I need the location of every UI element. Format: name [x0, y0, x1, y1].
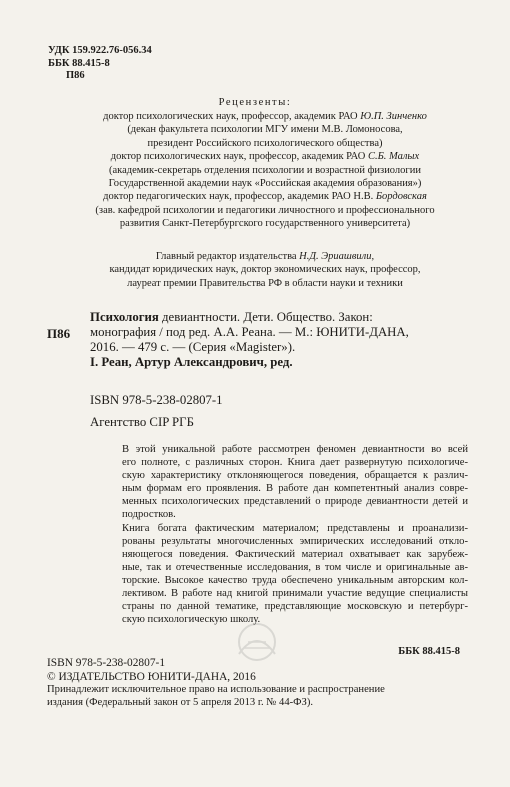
editor-award: лауреат премии Правительства РФ в области науки и техники: [127, 277, 403, 289]
reviewer-line: доктор педагогических наук, профессор, академик РАО Н.В. Бордовская: [103, 191, 427, 203]
editor-degree: кандидат юридических наук, доктор экономических наук, профессор,: [109, 264, 421, 276]
annotation: [108, 444, 468, 629]
catalog-line: 2016. — 479 с. — (Серия «Magister»).: [90, 340, 296, 354]
reviewer-line: (декан факультета психологии МГУ имени М.В. Ломоносова,: [127, 124, 403, 136]
footer-isbn: ISBN 978-5-238-02807-1: [47, 657, 166, 669]
bbk-code-bottom: ББК 88.415-8: [398, 646, 460, 657]
editor-line: Главный редактор издательства Н.Д. Эриашвили,: [155, 251, 375, 262]
catalog-code: П86: [47, 326, 71, 341]
reviewer-line: доктор психологических наук, профессор, академик РАО Ю.П. Зинченко: [103, 111, 427, 122]
reviewer-line: (зав. кафедрой психологии и педагогики личностного и профессионального: [95, 204, 435, 216]
author-mark: П86: [66, 70, 85, 81]
udk-code: УДК 159.922.76-056.34: [48, 45, 152, 56]
classification-codes: [48, 45, 152, 83]
annotation-paragraph-2: Книга богата фактическим материалом; представлены и проанализи- рованы результаты многочисленных эмпирических исследований откло- няющегося поведения. Фактический материал охватывает как зарубеж- ные, так и отечественные исследования, в том числе и оригинальные ав- торские. Высокое качество труда обеспечено уникальным авторским кол- лективом. В работе над книгой принимали участие ведущие специалисты страны по данной тематике, представляющие московскую и петербург- скую психологическую школу.: [122, 523, 468, 625]
reviewer-line: президент Российского психологического общества): [147, 137, 383, 149]
catalog-isbn: ISBN 978-5-238-02807-1: [90, 393, 223, 407]
catalog-agency: Агентство CIP РГБ: [90, 415, 194, 429]
catalog-line: монография / под ред. А.А. Реана. — М.: ЮНИТИ-ДАНА,: [90, 325, 409, 339]
rights-notice-line: издания (Федеральный закон от 5 апреля 2013 г. № 44-ФЗ).: [47, 696, 314, 708]
reviewer-line: Государственной академии наук «Российская академия образования»): [108, 178, 422, 190]
bbk-code: ББК 88.415-8: [48, 57, 110, 69]
reviewer-line: доктор психологических наук, профессор, академик РАО С.Б. Малых: [110, 151, 420, 163]
reviewers-list: [60, 110, 470, 231]
catalog-editor: I. Реан, Артур Александрович, ред.: [90, 355, 293, 369]
copyright: © ИЗДАТЕЛЬСТВО ЮНИТИ-ДАНА, 2016: [47, 670, 256, 683]
catalog-entry: [90, 310, 409, 370]
annotation-paragraph-1: В этой уникальной работе рассмотрен феномен девиантности во всей его полноте, с различных сторон. Книга дает развернутую психологиче- скую характеристику отклоняющегося поведения, обращается к различ- ным формам его проявления. В работе дан компетентный анализ совре- менных психологических представлений о природе девиантности детей и подростков.: [122, 444, 468, 520]
reviewer-line: (академик-секретарь отделения психологии и возрастной физиологии: [109, 164, 421, 176]
reviewers-title: Рецензенты:: [218, 97, 292, 108]
reviewer-line: развития Санкт-Петербургского государственного университета): [119, 218, 411, 230]
imprint-footer: [47, 657, 467, 710]
rights-notice-line: Принадлежит исключительное право на использование и распространение: [47, 684, 385, 695]
editor-block: [60, 250, 470, 290]
catalog-title-line: Психология девиантности. Дети. Общество. Закон:: [90, 310, 373, 324]
